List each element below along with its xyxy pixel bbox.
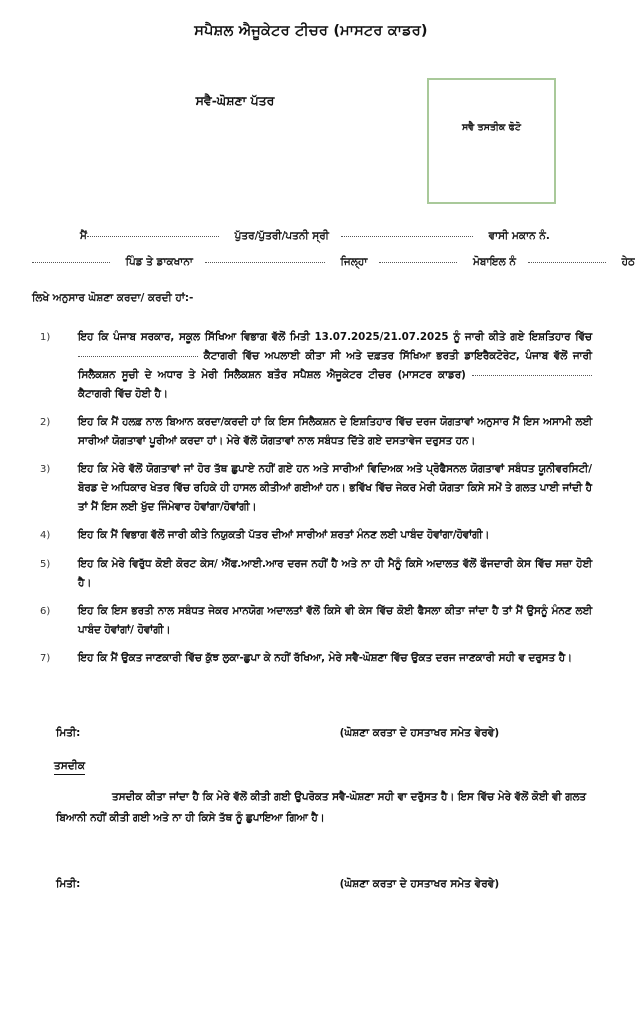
document-subtitle: ਸਵੈ-ਘੋਸ਼ਣਾ ਪੱਤਰ xyxy=(195,93,275,108)
clause-number: 6) xyxy=(40,606,51,618)
clause-text: ਇਹ ਕਿ ਮੇਰੇ ਵੱਲੋਂ ਯੋਗਤਾਵਾਂ ਜਾਂ ਹੋਰ ਤੱਥ ਛੁਪਾਏ ਨਹੀਂ ਗਏ ਹਨ ਅਤੇ ਸਾਰੀਆਂ ਵਿਦਿਅਕ ਅਤੇ ਪ੍ਰੋਫੈਸਨਲ ਯੋਗਤਾਵਾਂ ਸਬੰਧਤ ਯੂਨੀਵਰਸਿਟੀ/ ਬੋਰਡ ਦੇ ਅਧਿਕਾਰ ਖੇਤਰ ਵਿੱਚ ਰਹਿਕੇ ਹੀ ਹਾਸਲ ਕੀਤੀਆਂ ਗਈਆਂ ਹਨ। ਭਵਿੱਖ ਵਿੱਚ ਜੇਕਰ ਮੇਰੀ ਯੋਗਤਾ ਕਿਸੇ ਸਮੇਂ ਤੇ ਗਲਤ ਪਾਈ ਜਾਂਦੀ ਹੈ ਤਾਂ ਮੈਂ ਇਸ ਲਈ ਖੁੱਦ ਜਿੰਮੇਵਾਰ ਹੋਵਾਂਗਾ/ਹੋਵਾਂਗੀ। xyxy=(78,463,592,514)
clause-number: 4) xyxy=(40,530,51,542)
clause-item-7 xyxy=(40,649,592,669)
blank-category-applied[interactable] xyxy=(78,347,198,357)
clause-item-6 xyxy=(40,602,592,640)
clause-item-3 xyxy=(40,460,592,517)
clause-text: ਇਹ ਕਿ ਮੈਂ ਉਕਤ ਜਾਣਕਾਰੀ ਵਿੱਚ ਕੁੱਝ ਲੁਕਾ-ਛੁਪਾ ਕੇ ਨਹੀਂ ਰੱਖਿਆ, ਮੇਰੇ ਸਵੈ-ਘੋਸ਼ਣਾ ਵਿੱਚ ਉਕਤ ਦਰਜ ਜਾਣਕਾਰੀ ਸਹੀ ਵ ਦਰੁਸਤ ਹੈ। xyxy=(78,652,572,665)
signature-label[interactable]: (ਘੋਸ਼ਣਾ ਕਰਤਾ ਦੇ ਹਸਤਾਖਰ ਸਮੇਤ ਵੇਰਵੇ) xyxy=(339,727,500,739)
clause-list xyxy=(40,328,592,678)
label-below: ਹੇਠ xyxy=(621,255,635,268)
clause-text: ਇਹ ਕਿ ਮੈਂ ਹਲਫ਼ ਨਾਲ ਬਿਆਨ ਕਰਦਾ/ਕਰਦੀ ਹਾਂ ਕਿ ਇਸ ਸਿਲੈਕਸ਼ਨ ਦੇ ਇਸ਼ਤਿਹਾਰ ਵਿੱਚ ਦਰਜ ਯੋਗਤਾਵਾਂ ਅਨੁਸਾਰ ਮੈਂ ਇਸ ਅਸਾਮੀ ਲਈ ਸਾਰੀਆਂ ਯੋਗਤਾਵਾਂ ਪੂਰੀਆਂ ਕਰਦਾ ਹਾਂ। ਮੇਰੇ ਵੱਲੋਂ ਯੋਗਤਾਵਾਂ ਨਾਲ ਸਬੰਧਤ ਦਿੱਤੇ ਗਏ ਦਸਤਾਵੇਜ ਦਰੁਸਤ ਹਨ। xyxy=(78,416,592,448)
blank-village-post-office[interactable] xyxy=(205,253,325,263)
date-label[interactable]: ਮਿਤੀ: xyxy=(56,727,81,739)
applicant-details-line-2 xyxy=(32,250,635,276)
clause-number: 1) xyxy=(40,332,51,343)
signature-row-verification xyxy=(56,878,586,891)
clause-text: ਇਹ ਕਿ ਇਸ ਭਰਤੀ ਨਾਲ ਸਬੰਧਤ ਜੇਕਰ ਮਾਨਯੋਗ ਅਦਾਲਤਾਂ ਵੱਲੋਂ ਕਿਸੇ ਵੀ ਕੇਸ ਵਿੱਚ ਕੋਈ ਫੈਸਲਾ ਕੀਤਾ ਜਾਂਦਾ ਹੈ ਤਾਂ ਮੈਂ ਉਸਨੂੰ ਮੰਨਣ ਲਈ ਪਾਬੰਦ ਹੋਵਾਂਗਾਂ/ ਹੋਵਾਂਗੀ। xyxy=(78,605,592,637)
page-title: ਸਪੈਸ਼ਲ ਐਜੂਕੇਟਰ ਟੀਚਰ (ਮਾਸਟਰ ਕਾਡਰ) xyxy=(194,23,428,39)
verification-text: ਤਸਦੀਕ ਕੀਤਾ ਜਾਂਦਾ ਹੈ ਕਿ ਮੇਰੇ ਵੱਲੋਂ ਕੀਤੀ ਗਈ ਉੁਪਰੋਕਤ ਸਵੈ-ਘੋਸ਼ਣਾ ਸਹੀ ਵਾ ਦਰੁੱਸਤ ਹੈ। ਇਸ ਵਿੱਚ ਮੇਰੇ ਵੱਲੋਂ ਕੋਈ ਵੀ ਗਲਤ ਬਿਆਨੀ ਨਹੀਂ ਕੀਤੀ ਗਈ ਅਤੇ ਨਾ ਹੀ ਕਿਸੇ ਤੱਥ ਨੂੰ ਛੁਪਾਇਆ ਗਿਆ ਹੈ। xyxy=(56,791,586,824)
label-mobile-no: ਮੋਬਾਇਲ ਨੰ xyxy=(473,255,516,268)
photo-placeholder-label: ਸਵੈ ਤਸਤੀਕ ਫੋਟੋ xyxy=(461,122,521,133)
signature-row-declaration xyxy=(56,727,586,740)
blank-name[interactable] xyxy=(87,227,219,237)
photo-placeholder-box xyxy=(427,78,556,204)
clause-number: 5) xyxy=(40,558,51,570)
verification-heading: ਤਸਦੀਕ xyxy=(54,760,85,775)
clause-item-4 xyxy=(40,526,592,546)
clause-1-segment-a: ਇਹ ਕਿ ਪੰਜਾਬ ਸਰਕਾਰ, ਸਕੂਲ ਸਿੱਖਿਆ ਵਿਭਾਗ ਵੱਲੋਂ ਮਿਤੀ 13.07.2025/21.07.2025 ਨੂੰ ਜਾਰੀ ਕੀਤੇ ਗਏ ਇਸ਼ਤਿਹਾਰ ਵਿੱਚ xyxy=(78,331,592,343)
clause-item-2 xyxy=(40,413,592,451)
label-relation: ਪੁੱਤਰ/ਪੁੱਤਰੀ/ਪਤਨੀ ਸ੍ਰੀ xyxy=(234,230,329,242)
clause-1-segment-c: ਕੈਟਾਗਰੀ ਵਿੱਚ ਹੋਈ ਹੈ। xyxy=(78,388,168,401)
declaration-intro-line: ਲਿਖੇ ਅਨੁਸਾਰ ਘੋਸ਼ਣਾ ਕਰਦਾ/ ਕਰਦੀ ਹਾਂ:- xyxy=(32,292,194,304)
label-village-post-office: ਪਿੰਡ ਤੇ ਡਾਕਖਾਨਾ xyxy=(125,255,193,268)
clause-text xyxy=(78,328,592,404)
clause-number: 3) xyxy=(40,464,51,476)
clause-number: 2) xyxy=(40,417,51,429)
clause-1-segment-b: ਕੈਟਾਗਰੀ ਵਿੱਚ ਅਪਲਾਈ ਕੀਤਾ ਸੀ ਅਤੇ ਦਫ਼ਤਰ ਸਿੱਖਿਆ ਭਰਤੀ ਡਾਇਰੈਕਟੋਰੇਟ, ਪੰਜਾਬ ਵੱਲੋਂ ਜਾਰੀ ਸਿਲੈਕਸ਼ਨ ਸੂਚੀ ਦੇ ਅਧਾਰ ਤੇ ਮੇਰੀ ਸਿਲੈਕਸ਼ਨ ਬਤੌਰ ਸਪੈਸ਼ਲ ਐਜੂਕੇਟਰ ਟੀਚਰ (ਮਾਸਟਰ ਕਾਡਰ) xyxy=(78,350,592,382)
signature-label[interactable]: (ਘੋਸ਼ਣਾ ਕਰਤਾ ਦੇ ਹਸਤਾਖਰ ਸਮੇਤ ਵੇਰਵੇ) xyxy=(339,878,500,890)
clause-number: 7) xyxy=(40,653,51,665)
label-district: ਜਿਲ੍ਹਾ xyxy=(340,255,368,268)
clause-text: ਇਹ ਕਿ ਮੈਂ ਵਿਭਾਗ ਵੱਲੋਂ ਜਾਰੀ ਕੀਤੇ ਨਿਯੁਕਤੀ ਪੱਤਰ ਦੀਆਂ ਸਾਰੀਆਂ ਸ਼ਰਤਾਂ ਮੰਨਣ ਲਈ ਪਾਬੰਦ ਹੋਵਾਂਗਾ/ਹੋਵਾਂਗੀ। xyxy=(78,529,490,542)
blank-district[interactable] xyxy=(379,253,457,263)
blank-mobile-no[interactable] xyxy=(528,253,606,263)
clause-item-1 xyxy=(40,328,592,404)
blank-guardian-name[interactable] xyxy=(341,227,473,237)
label-self: ਮੈਂ xyxy=(80,230,87,242)
clause-item-5 xyxy=(40,555,592,593)
applicant-details-block xyxy=(32,224,635,275)
applicant-details-line-1 xyxy=(32,224,590,250)
clause-text: ਇਹ ਕਿ ਮੇਰੇ ਵਿਰੁੱਧ ਕੋਈ ਕੋਰਟ ਕੇਸ/ ਐੱਫ.ਆਈ.ਆਰ ਦਰਜ ਨਹੀਂ ਹੈ ਅਤੇ ਨਾ ਹੀ ਮੈਨੂੰ ਕਿਸੇ ਅਦਾਲਤ ਵੱਲੋਂ ਫੌਜਦਾਰੀ ਕੇਸ ਵਿੱਚ ਸਜ਼ਾ ਹੋਈ ਹੈ। xyxy=(78,557,592,589)
label-resident-house-no: ਵਾਸੀ ਮਕਾਨ ਨੰ. xyxy=(488,230,550,242)
blank-house-no[interactable] xyxy=(32,253,110,263)
blank-category-selected[interactable] xyxy=(472,366,592,376)
date-label[interactable]: ਮਿਤੀ: xyxy=(56,878,81,890)
